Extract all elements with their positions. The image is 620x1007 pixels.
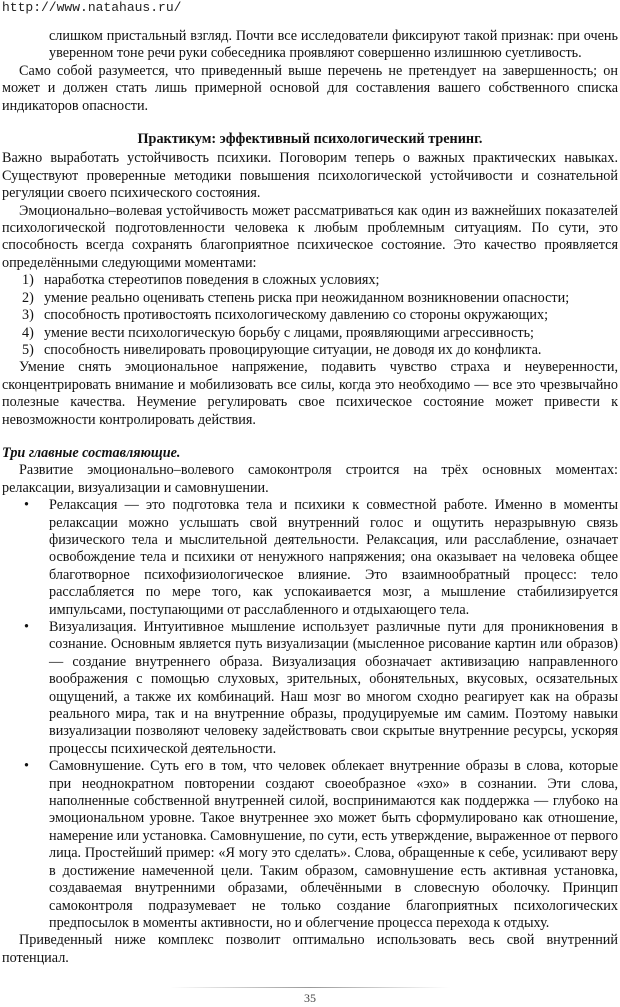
list-item-text: способность нивелировать провоцирующие ситуации, не доводя их до конфликта.: [44, 341, 542, 358]
bullet-text: Визуализация. Интуитивное мышление использует различные пути для проникновения в сознание. Основным является путь визуализации (мысленное рисование картин или образов) — создание внутреннего образа. Визуализация обозначает активизацию направленного воображения с помощью слуховых, зрительных, обонятельных, вкусовых, осязательных ощущений, а также их комбинаций. Наш мозг во многом сходно реагирует как на образы реального мира, так и на внутренние образы, продуцируемые им самим. Поэтому навыки визуализации позволяют человеку задействовать свои скрытые внутренние ресурсы, ускоряя процессы психической деятельности.: [49, 619, 618, 757]
page-number: 35: [304, 991, 316, 1005]
bullet-icon: •: [24, 619, 29, 635]
footer-divider: [170, 987, 450, 988]
source-url[interactable]: http://www.natahaus.ru/: [2, 0, 182, 15]
list-item-text: умение вести психологическую борьбу с лицами, проявляющими агрессивность;: [44, 324, 535, 341]
bullet-text: Самовнушение. Суть его в том, что человек облекает внутренние образы в слова, которые при неоднократном повторении создают своеобразное «эхо» в сознании. Эти слова, наполненные собственной внутренней силой, воспринимаются как поддержка — глубоко на эмоциональном уровне. Такое внутреннее эхо может быть сформулировано как отношение, намерение или установка. Самовнушение, по сути, есть утверждение, выраженное от первого лица. Простейший пример: «Я могу это сделать». Слова, обращенные к себе, усиливают веру в достижение намеченной цели. Таким образом, самовнушение есть активная установка, создаваемая внутренними образами, облечёнными в словесную оболочку. Принцип самоконтроля подразумевает не только создание благоприятных психологических предпосылок в моменты активности, но и облегчение процесса перехода к отдыху.: [49, 758, 618, 931]
bullet-item-relaxation: [2, 497, 618, 619]
bullet-item-self-suggestion: [2, 758, 618, 932]
list-item-text: умение реально оценивать степень риска при неожиданном возникновении опасности;: [44, 289, 570, 306]
intro-continuation: слишком пристальный взгляд. Почти все исследователи фиксируют такой признак: при очень уверенном тоне речи руки собеседника проявляют совершенно излишнюю суетливость.: [49, 28, 618, 62]
list-item-text: способность противостоять психологическому давлению со стороны окружающих;: [44, 307, 549, 324]
list-item: [2, 272, 618, 289]
bullet-text: Релаксация — это подготовка тела и психики к совместной работе. Именно в моменты релаксации можно услышать свой внутренний голос и ощутить неразрывную связь физического тела и мыслительной деятельности. Релаксация, или расслабление, означает освобождение тела и психики от ненужного напряжения; она оказывает на человека общее благотворное психофизиологическое влияние. Это взаимнообратный процесс: тело расслабляется по мере того, как успокаивается мозг, а мышление стабилизируется импульсами, поступающими от расслабленного и отдыхающего тела.: [49, 497, 618, 618]
list-item: [2, 290, 618, 307]
section-paragraph-3: Умение снять эмоциональное напряжение, подавить чувство страха и неуверенности, сконцентрировать внимание и мобилизовать все силы, когда это необходимо — все это чрезвычайно полезные качества. Неумение регулировать свое психическое состояние может привести к невозможности контролировать действия.: [2, 359, 618, 428]
numbered-list: [2, 272, 618, 359]
list-item: [2, 325, 618, 342]
bullet-list: [2, 497, 618, 932]
components-title: Три главные составляющие.: [2, 444, 181, 461]
bullet-icon: •: [24, 497, 29, 514]
intro-paragraph: Само собой разумеется, что приведенный выше перечень не претендует на завершенность; он может и должен стать лишь примерной основой для составления вашего собственного списка индикаторов опасности.: [2, 62, 618, 114]
section-heading: Практикум: эффективный психологический тренинг.: [137, 131, 483, 148]
list-item: [2, 307, 618, 324]
list-item: [2, 342, 618, 359]
bullet-item-visualization: [2, 619, 618, 758]
list-item-number: 3): [22, 307, 34, 324]
list-item-number: 1): [22, 272, 34, 289]
page-body: [2, 28, 618, 967]
bullet-icon: •: [24, 758, 29, 775]
list-item-number: 2): [22, 289, 34, 306]
list-item-number: 5): [22, 341, 34, 358]
section-paragraph-2: Эмоционально–волевая устойчивость может рассматриваться как один из важнейших показателей психологической подготовленности человека к любым проблемным ситуациям. По сути, это способность всегда сохранять благоприятное психическое состояние. Это качество проявляется определёнными следующими моментами:: [2, 202, 618, 271]
section-paragraph-1: Важно выработать устойчивость психики. Поговорим теперь о важных практических навыках. Существуют проверенные методики повышения психологической устойчивости и сознательной регуляции своего психического состояния.: [2, 150, 618, 202]
list-item-text: наработка стереотипов поведения в сложных условиях;: [44, 272, 380, 289]
list-item-number: 4): [22, 324, 34, 341]
components-outro: Приведенный ниже комплекс позволит оптимально использовать весь свой внутренний потенциал.: [2, 932, 618, 966]
components-intro: Развитие эмоционально–волевого самоконтроля строится на трёх основных моментах: релаксации, визуализации и самовнушении.: [2, 462, 618, 496]
